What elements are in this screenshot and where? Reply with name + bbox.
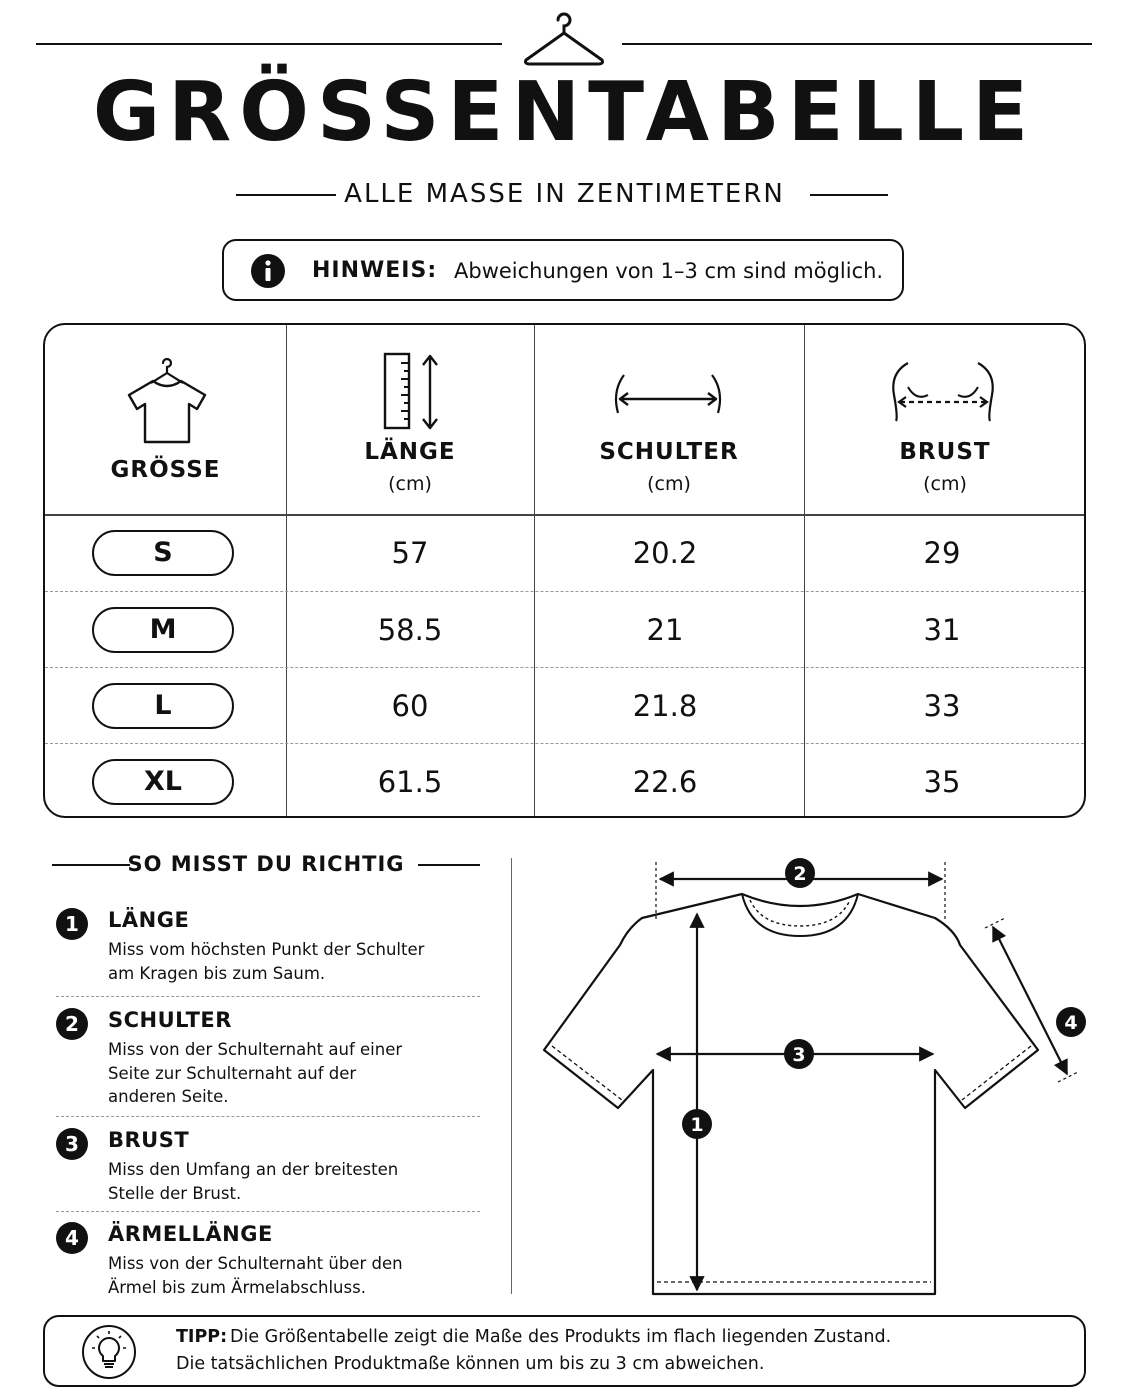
chest-width-icon <box>888 359 998 425</box>
step-description-line: Seite zur Schulternaht auf der <box>108 1063 357 1083</box>
step-divider <box>56 996 480 997</box>
guide-step-sleeve <box>56 1222 480 1302</box>
tshirt-measurement-diagram <box>530 850 1110 1300</box>
cell-length: 58.5 <box>377 613 443 647</box>
cell-shoulder: 22.6 <box>632 765 698 799</box>
step-title: ÄRMELLÄNGE <box>108 1222 273 1246</box>
cell-shoulder: 21 <box>646 613 684 647</box>
header-rule-left <box>36 43 502 45</box>
info-icon <box>250 253 286 289</box>
size-badge: L <box>92 683 234 729</box>
step-description-line: Stelle der Brust. <box>108 1183 242 1203</box>
step-title: SCHULTER <box>108 1008 232 1032</box>
subtitle-rule-right <box>810 194 888 196</box>
cell-chest: 33 <box>923 689 961 723</box>
svg-text:4: 4 <box>1064 1012 1078 1034</box>
cell-shoulder: 21.8 <box>632 689 698 723</box>
note-box <box>222 239 904 301</box>
hanger-icon <box>522 8 606 70</box>
size-badge: M <box>92 607 234 653</box>
cell-chest: 29 <box>923 536 961 570</box>
step-description-line: Miss von der Schulternaht über den <box>108 1254 403 1273</box>
step-description <box>108 1038 448 1109</box>
cell-length: 61.5 <box>377 765 443 799</box>
step-divider <box>56 1211 480 1212</box>
svg-text:2: 2 <box>793 863 807 885</box>
cell-shoulder: 20.2 <box>632 536 698 570</box>
column-header-label: GRÖSSE <box>110 457 221 483</box>
cell-chest: 35 <box>923 765 961 799</box>
column-header-label: LÄNGE <box>364 439 456 465</box>
cell-length: 57 <box>391 536 429 570</box>
column-header-length <box>286 325 534 514</box>
guide-step-chest <box>56 1128 480 1208</box>
page-subtitle: ALLE MASSE IN ZENTIMETERN <box>344 179 785 209</box>
diagram-marker-3 <box>784 1039 814 1069</box>
step-description-line: Miss vom höchsten Punkt der Schulter <box>108 940 425 959</box>
diagram-marker-4 <box>1056 1007 1086 1037</box>
step-description-line: Ärmel bis zum Ärmelabschluss. <box>108 1277 366 1297</box>
size-table <box>43 323 1086 818</box>
column-header-label: BRUST <box>899 439 991 465</box>
step-description <box>108 938 448 985</box>
step-description <box>108 1158 448 1205</box>
cell-chest: 31 <box>923 613 961 647</box>
step-number-badge: 1 <box>56 908 88 940</box>
column-header-shoulder <box>534 325 804 514</box>
shoulder-width-icon <box>612 371 724 421</box>
tshirt-hanger-icon <box>123 353 211 445</box>
step-description-line: am Kragen bis zum Saum. <box>108 963 326 983</box>
step-number-badge: 2 <box>56 1008 88 1040</box>
size-badge: S <box>92 530 234 576</box>
note-text: Abweichungen von 1–3 cm sind möglich. <box>454 259 884 283</box>
step-divider <box>56 1116 480 1117</box>
column-header-unit: (cm) <box>388 473 432 495</box>
step-number-badge: 3 <box>56 1128 88 1160</box>
guide-rule-right <box>418 864 480 866</box>
header-rule-right <box>622 43 1092 45</box>
page-title: GRÖSSENTABELLE <box>92 65 1037 160</box>
guide-step-length <box>56 908 480 988</box>
column-header-size <box>45 325 286 514</box>
tshirt-outline <box>544 894 1038 1294</box>
step-description <box>108 1252 448 1299</box>
size-badge: XL <box>92 759 234 805</box>
cell-length: 60 <box>391 689 429 723</box>
step-title: BRUST <box>108 1128 190 1152</box>
lightbulb-icon <box>81 1324 137 1380</box>
tip-text-line-1: Die Größentabelle zeigt die Maße des Produkts im flach liegenden Zustand. <box>230 1327 892 1347</box>
step-title: LÄNGE <box>108 908 190 932</box>
tip-label: TIPP: <box>176 1327 228 1347</box>
step-description-line: Miss von der Schulternaht auf einer <box>108 1040 403 1059</box>
tip-text-line-2: Die tatsächlichen Produktmaße können um bis zu 3 cm abweichen. <box>176 1354 765 1374</box>
column-header-label: SCHULTER <box>599 439 739 465</box>
note-label: HINWEIS: <box>312 258 438 283</box>
section-divider <box>511 858 512 1294</box>
column-header-unit: (cm) <box>923 473 967 495</box>
diagram-marker-1 <box>682 1109 712 1139</box>
svg-text:3: 3 <box>792 1044 806 1066</box>
diagram-marker-2 <box>785 858 815 888</box>
column-header-unit: (cm) <box>647 473 691 495</box>
ruler-length-icon <box>382 351 444 433</box>
step-description-line: Miss den Umfang an der breitesten <box>108 1160 399 1179</box>
step-description-line: anderen Seite. <box>108 1087 229 1106</box>
column-header-chest <box>804 325 1086 514</box>
guide-step-shoulder <box>56 1008 480 1112</box>
tip-box <box>43 1315 1086 1387</box>
guide-title: SO MISST DU RICHTIG <box>127 852 405 876</box>
step-number-badge: 4 <box>56 1222 88 1254</box>
svg-text:1: 1 <box>690 1114 704 1136</box>
